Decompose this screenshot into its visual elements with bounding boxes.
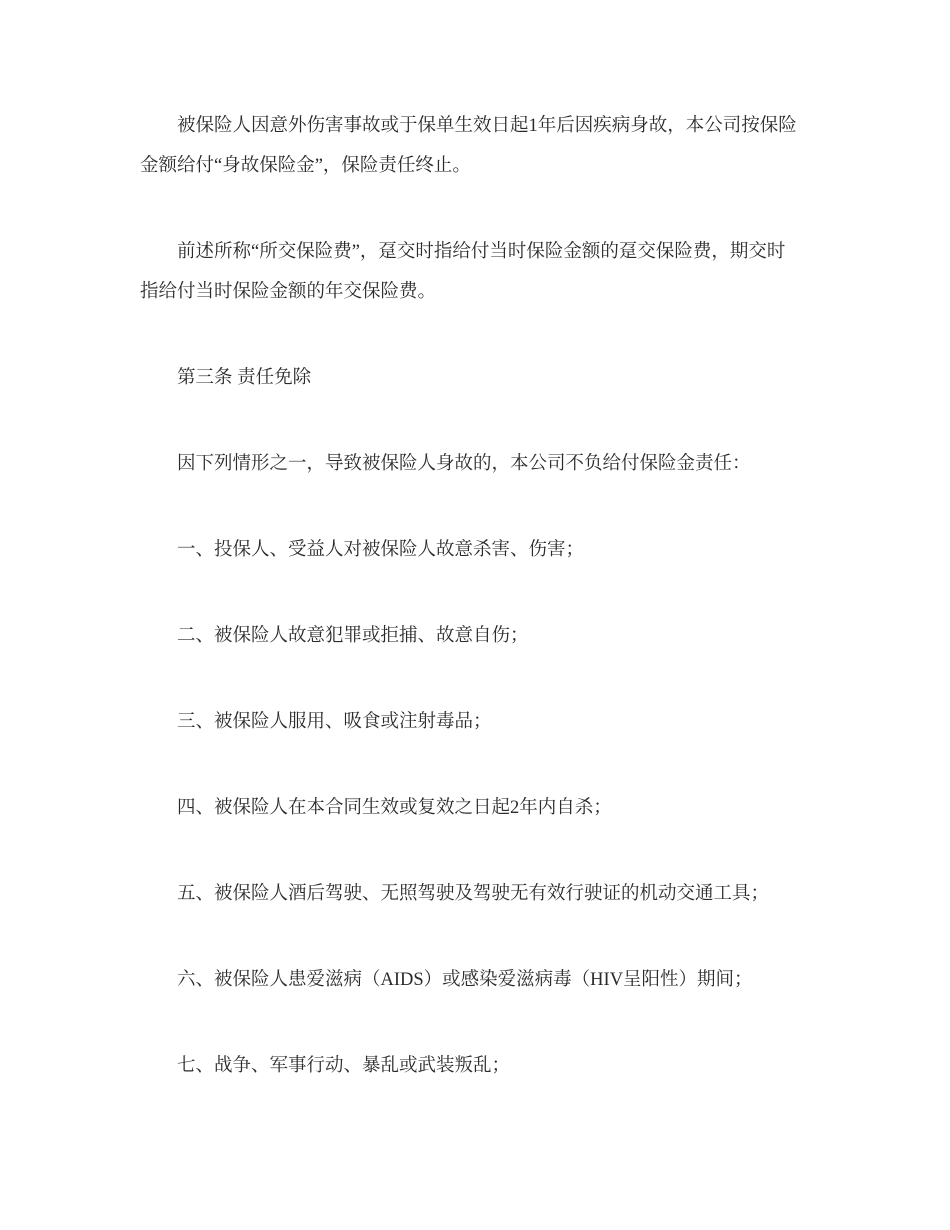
text-line: 六、被保险人患爱滋病（AIDS）或感染爱滋病毒（HIV呈阳性）期间； xyxy=(177,970,753,990)
paragraph-body xyxy=(140,106,830,186)
paragraph-list-item xyxy=(140,874,830,914)
text-line: 因下列情形之一，导致被保险人身故的，本公司不负给付保险金责任： xyxy=(177,454,751,474)
text-line: 一、投保人、受益人对被保险人故意杀害、伤害； xyxy=(177,540,585,560)
paragraph-list-item xyxy=(140,530,830,570)
text-line: 七、战争、军事行动、暴乱或武装叛乱； xyxy=(177,1056,511,1076)
text-line: 三、被保险人服用、吸食或注射毒品； xyxy=(177,712,492,732)
paragraph-body xyxy=(140,232,830,312)
paragraph-list-item xyxy=(140,616,830,656)
paragraph-heading xyxy=(140,358,830,398)
text-line: 第三条 责任免除 xyxy=(177,368,312,388)
paragraph-list-item xyxy=(140,960,830,1000)
text-line: 四、被保险人在本合同生效或复效之日起2年内自杀； xyxy=(177,798,612,818)
paragraph-list-item xyxy=(140,788,830,828)
text-line: 前述所称“所交保险费”，趸交时指给付当时保险金额的趸交保险费，期交时 xyxy=(177,242,786,262)
paragraph-list-item xyxy=(140,702,830,742)
paragraph-list-item xyxy=(140,1046,830,1086)
paragraph-body xyxy=(140,444,830,484)
text-line: 二、被保险人故意犯罪或拒捕、故意自伤； xyxy=(177,626,529,646)
text-line: 指给付当时保险金额的年交保险费。 xyxy=(140,282,437,302)
document-body xyxy=(140,106,830,1086)
text-line: 被保险人因意外伤害事故或于保单生效日起1年后因疾病身故，本公司按保险 xyxy=(177,116,797,136)
text-line: 金额给付“身故保险金”，保险责任终止。 xyxy=(140,156,471,176)
text-line: 五、被保险人酒后驾驶、无照驾驶及驾驶无有效行驶证的机动交通工具； xyxy=(177,884,770,904)
